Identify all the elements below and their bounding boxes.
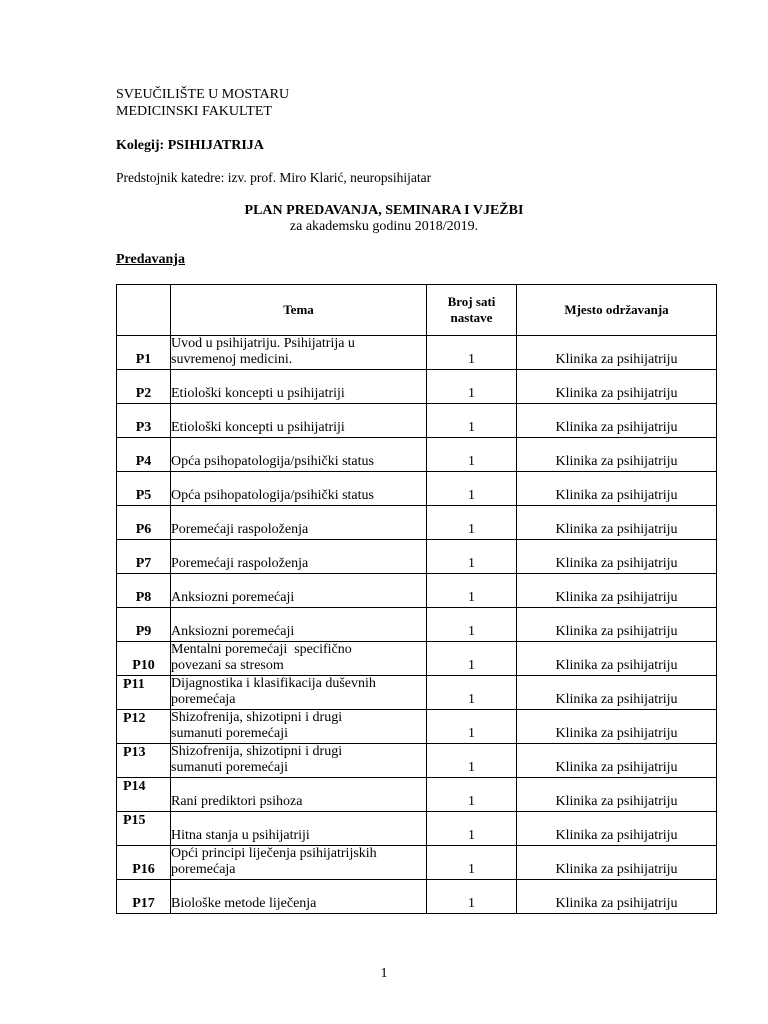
row-code: P13 (117, 744, 171, 778)
row-place: Klinika za psihijatriju (517, 574, 717, 608)
row-hours: 1 (427, 540, 517, 574)
row-topic (171, 574, 427, 608)
column-header-hours (427, 285, 517, 336)
row-topic (171, 846, 427, 880)
plan-title: PLAN PREDAVANJA, SEMINARA I VJEŽBI (244, 203, 524, 218)
row-hours: 1 (427, 404, 517, 438)
table-header-row (117, 285, 717, 336)
row-topic (171, 642, 427, 676)
table-row (117, 472, 717, 506)
row-place: Klinika za psihijatriju (517, 404, 717, 438)
row-topic-line: povezani sa stresom (171, 658, 284, 673)
table-row (117, 506, 717, 540)
row-hours: 1 (427, 676, 517, 710)
row-place: Klinika za psihijatriju (517, 812, 717, 846)
row-topic-line: Etiološki koncepti u psihijatriji (171, 420, 345, 435)
faculty-name: MEDICINSKI FAKULTET (116, 104, 272, 119)
row-code: P17 (117, 880, 171, 914)
table-row (117, 574, 717, 608)
row-code: P8 (117, 574, 171, 608)
table-body (117, 336, 717, 914)
row-topic (171, 676, 427, 710)
row-code: P15 (117, 812, 171, 846)
row-place: Klinika za psihijatriju (517, 642, 717, 676)
row-topic-line: Opća psihopatologija/psihički status (171, 454, 374, 469)
row-topic (171, 438, 427, 472)
row-topic-line: poremećaja (171, 862, 236, 877)
course-name: Kolegij: PSIHIJATRIJA (116, 138, 264, 153)
row-code: P3 (117, 404, 171, 438)
row-place: Klinika za psihijatriju (517, 438, 717, 472)
row-code: P4 (117, 438, 171, 472)
row-topic-line: Anksiozni poremećaji (171, 590, 295, 605)
row-topic (171, 778, 427, 812)
row-place: Klinika za psihijatriju (517, 472, 717, 506)
row-hours: 1 (427, 574, 517, 608)
head-of-department: Predstojnik katedre: izv. prof. Miro Klarić, neuropsihijatar (116, 170, 432, 185)
row-hours: 1 (427, 880, 517, 914)
page-number: 1 (380, 966, 388, 981)
table-row (117, 846, 717, 880)
row-code: P16 (117, 846, 171, 880)
column-header-topic: Tema (171, 285, 427, 336)
table-row (117, 676, 717, 710)
row-topic (171, 336, 427, 370)
row-hours: 1 (427, 472, 517, 506)
row-topic (171, 370, 427, 404)
row-place: Klinika za psihijatriju (517, 744, 717, 778)
row-hours: 1 (427, 778, 517, 812)
row-hours: 1 (427, 370, 517, 404)
row-hours: 1 (427, 506, 517, 540)
table-row (117, 642, 717, 676)
row-hours: 1 (427, 438, 517, 472)
row-topic-line: suvremenoj medicini. (171, 352, 293, 367)
row-topic-line: poremećaja (171, 692, 236, 707)
row-topic-line: Opći principi liječenja psihijatrijskih (171, 846, 377, 861)
row-hours: 1 (427, 812, 517, 846)
row-topic (171, 608, 427, 642)
row-topic-line: Rani prediktori psihoza (171, 794, 303, 809)
row-topic-line: Poremećaji raspoloženja (171, 556, 309, 571)
row-code: P6 (117, 506, 171, 540)
row-topic (171, 880, 427, 914)
row-topic-line: Etiološki koncepti u psihijatriji (171, 386, 345, 401)
row-topic-line: Hitna stanja u psihijatriji (171, 828, 310, 843)
row-place: Klinika za psihijatriju (517, 880, 717, 914)
row-hours: 1 (427, 710, 517, 744)
row-topic-line: Mentalni poremećaji specifično (171, 642, 352, 657)
row-topic-line: sumanuti poremećaji (171, 726, 289, 741)
row-topic-line: Anksiozni poremećaji (171, 624, 295, 639)
row-topic-line: Poremećaji raspoloženja (171, 522, 309, 537)
row-hours: 1 (427, 744, 517, 778)
table-row (117, 336, 717, 370)
row-code: P10 (117, 642, 171, 676)
row-code: P12 (117, 710, 171, 744)
university-name: SVEUČILIŠTE U MOSTARU (116, 87, 290, 102)
row-topic-line: sumanuti poremećaji (171, 760, 289, 775)
row-topic-line: Opća psihopatologija/psihički status (171, 488, 374, 503)
plan-subtitle: za akademsku godinu 2018/2019. (289, 219, 479, 234)
row-place: Klinika za psihijatriju (517, 846, 717, 880)
row-topic (171, 812, 427, 846)
row-topic (171, 540, 427, 574)
row-code: P7 (117, 540, 171, 574)
table-row (117, 404, 717, 438)
row-place: Klinika za psihijatriju (517, 608, 717, 642)
row-topic-line: Biološke metode liječenja (171, 896, 317, 911)
row-hours: 1 (427, 846, 517, 880)
row-topic-line: Uvod u psihijatriju. Psihijatrija u (171, 336, 355, 351)
table-row (117, 812, 717, 846)
row-place: Klinika za psihijatriju (517, 370, 717, 404)
row-code: P1 (117, 336, 171, 370)
column-header-place: Mjesto održavanja (517, 285, 717, 336)
lecture-table (116, 284, 717, 914)
row-place: Klinika za psihijatriju (517, 710, 717, 744)
row-topic (171, 404, 427, 438)
table-row (117, 540, 717, 574)
row-topic (171, 506, 427, 540)
section-title: Predavanja (116, 252, 185, 267)
row-topic-line: Dijagnostika i klasifikacija duševnih (171, 676, 376, 691)
row-topic (171, 710, 427, 744)
table-row (117, 880, 717, 914)
row-code: P11 (117, 676, 171, 710)
table-row (117, 608, 717, 642)
row-code: P9 (117, 608, 171, 642)
row-place: Klinika za psihijatriju (517, 540, 717, 574)
table-row (117, 370, 717, 404)
row-code: P5 (117, 472, 171, 506)
row-hours: 1 (427, 608, 517, 642)
table-row (117, 438, 717, 472)
row-code: P14 (117, 778, 171, 812)
table-row (117, 778, 717, 812)
row-place: Klinika za psihijatriju (517, 676, 717, 710)
row-topic (171, 472, 427, 506)
row-place: Klinika za psihijatriju (517, 778, 717, 812)
row-topic-line: Shizofrenija, shizotipni i drugi (171, 710, 343, 725)
row-code: P2 (117, 370, 171, 404)
column-header-code (117, 285, 171, 336)
table-row (117, 744, 717, 778)
row-topic (171, 744, 427, 778)
row-place: Klinika za psihijatriju (517, 336, 717, 370)
row-hours: 1 (427, 642, 517, 676)
row-hours: 1 (427, 336, 517, 370)
row-place: Klinika za psihijatriju (517, 506, 717, 540)
row-topic-line: Shizofrenija, shizotipni i drugi (171, 744, 343, 759)
table-row (117, 710, 717, 744)
column-header-hours-text: Broj sati nastave (447, 294, 496, 325)
